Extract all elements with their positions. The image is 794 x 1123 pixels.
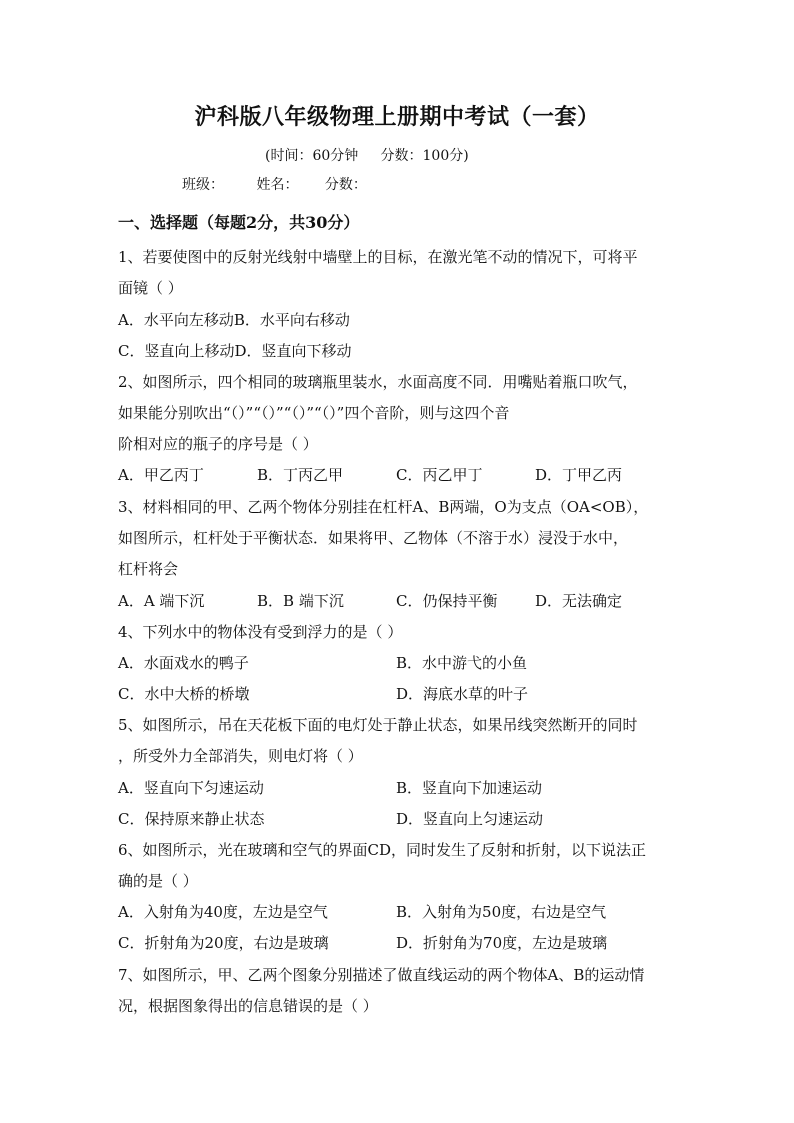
question-4-option-b: B．水中游弋的小鱼 <box>396 654 528 672</box>
question-5-line-1: 5、如图所示，吊在天花板下面的电灯处于静止状态，如果吊线突然断开的同时 <box>118 716 638 734</box>
name-label: 姓名： <box>256 177 299 193</box>
question-5-option-c: C．保持原来静止状态 <box>118 810 265 828</box>
question-4-option-c: C．水中大桥的桥墩 <box>118 685 250 703</box>
question-7-line-1: 7、如图所示，甲、乙两个图象分别描述了做直线运动的两个物体A、B的运动情 <box>118 966 645 984</box>
question-4-option-a: A．水面戏水的鸭子 <box>118 654 249 672</box>
page-title: 沪科版八年级物理上册期中考试（一套） <box>194 104 600 130</box>
question-3-line-3: 杠杆将会 <box>118 560 179 578</box>
question-2-option-b: B．丁丙乙甲 <box>257 466 344 484</box>
question-5-option-d: D．竖直向上匀速运动 <box>396 810 544 828</box>
exam-time-score: (时间：60分钟 分数：100分) <box>265 148 469 164</box>
question-1-line-1: 1、若要使图中的反射光线射中墙壁上的目标，在激光笔不动的情况下，可将平 <box>118 248 638 266</box>
question-3-option-d: D．无法确定 <box>535 592 623 610</box>
question-3-option-b: B．B 端下沉 <box>257 592 344 610</box>
question-4-option-d: D．海底水草的叶子 <box>396 685 529 703</box>
student-info-row <box>182 174 367 194</box>
question-1-options-ab: A．水平向左移动B．水平向右移动 <box>118 311 350 329</box>
question-6-option-a: A．入射角为40度，左边是空气 <box>118 903 328 921</box>
question-6-option-b: B．入射角为50度，右边是空气 <box>396 903 607 921</box>
question-3-option-c: C．仍保持平衡 <box>396 592 498 610</box>
question-1-options-cd: C．竖直向上移动D．竖直向下移动 <box>118 342 352 360</box>
section-heading: 一、选择题（每题2分，共30分） <box>118 213 360 232</box>
question-3-option-a: A．A 端下沉 <box>118 592 205 610</box>
question-2-line-2: 如果能分别吹出“（）”“（）”“（）”“（）”四个音阶，则与这四个音 <box>118 404 510 422</box>
question-3-line-2: 如图所示，杠杆处于平衡状态．如果将甲、乙物体（不溶于水）浸没于水中， <box>118 529 629 547</box>
question-2-line-3: 阶相对应的瓶子的序号是（ ） <box>118 435 318 453</box>
question-6-option-d: D．折射角为70度，左边是玻璃 <box>396 934 608 952</box>
question-2-option-d: D．丁甲乙丙 <box>535 466 623 484</box>
question-3-line-1: 3、材料相同的甲、乙两个物体分别挂在杠杆A、B两端，O为支点（OA<OB）， <box>118 498 649 516</box>
question-2-option-c: C．丙乙甲丁 <box>396 466 483 484</box>
question-4-line-1: 4、下列水中的物体没有受到浮力的是（ ） <box>118 623 403 641</box>
class-label: 班级： <box>182 177 224 193</box>
question-2-line-1: 2、如图所示，四个相同的玻璃瓶里装水，水面高度不同．用嘴贴着瓶口吹气， <box>118 373 638 391</box>
question-5-line-2: ，所受外力全部消失，则电灯将（ ） <box>118 747 363 765</box>
score-label: 分数： <box>324 177 367 193</box>
question-6-line-1: 6、如图所示，光在玻璃和空气的界面CD，同时发生了反射和折射，以下说法正 <box>118 841 647 859</box>
question-6-option-c: C．折射角为20度，右边是玻璃 <box>118 934 329 952</box>
question-5-option-b: B．竖直向下加速运动 <box>396 779 543 797</box>
question-7-line-2: 况，根据图象得出的信息错误的是（ ） <box>118 997 378 1015</box>
question-2-option-a: A．甲乙丙丁 <box>118 466 204 484</box>
question-5-option-a: A．竖直向下匀速运动 <box>118 779 264 797</box>
question-1-line-2: 面镜（ ） <box>118 279 183 297</box>
question-6-line-2: 确的是（ ） <box>118 872 198 890</box>
